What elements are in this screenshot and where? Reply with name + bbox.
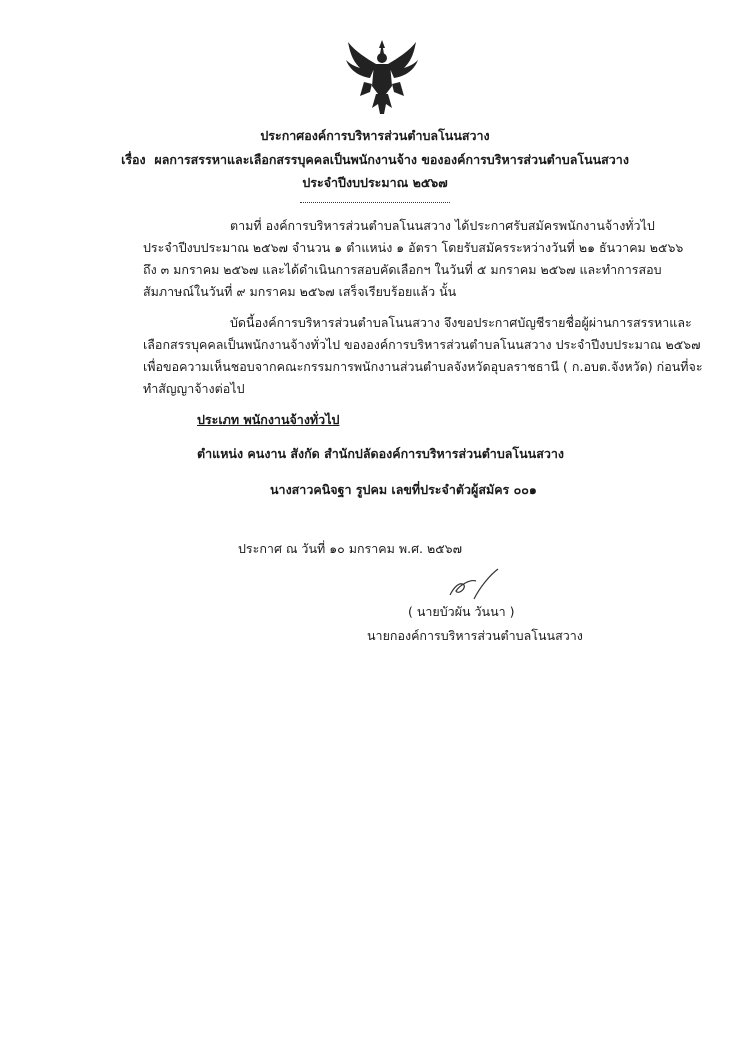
fiscal-year-title: ประจำปีงบประมาณ ๒๕๖๗ xyxy=(302,175,448,190)
organization-title: ประกาศองค์การบริหารส่วนตำบลโนนสวาง xyxy=(260,128,490,143)
candidate-line: นางสาวคนิจฐา รูปคม เลขที่ประจำตัวผู้สมัคร ๐๐๑ xyxy=(270,482,537,497)
signature-mark xyxy=(420,565,510,605)
para1-line-1: ตามที่ องค์การบริหารส่วนตำบลโนนสวาง ได้ประกาศรับสมัครพนักงานจ้างทั่วไป xyxy=(230,218,655,233)
para1-line-3: ถึง ๓ มกราคม ๒๕๖๗ และได้ดำเนินการสอบคัดเลือกฯ ในวันที่ ๕ มกราคม ๒๕๖๗ และทำการสอบ xyxy=(143,262,662,277)
para2-line-4: ทำสัญญาจ้างต่อไป xyxy=(143,381,245,396)
subject-line xyxy=(0,152,750,168)
para1-line-4: สัมภาษณ์ในวันที่ ๙ มกราคม ๒๕๖๗ เสร็จเรียบร้อยแล้ว นั้น xyxy=(143,284,457,299)
subject-text: ผลการสรรหาและเลือกสรรบุคคลเป็นพนักงานจ้าง ขององค์การบริหารส่วนตำบลโนนสวาง xyxy=(154,152,629,167)
position-line: ตำแหน่ง คนงาน สังกัด สำนักปลัดองค์การบริหารส่วนตำบลโนนสวาง xyxy=(197,446,564,461)
subject-label: เรื่อง xyxy=(121,152,146,167)
garuda-emblem-icon xyxy=(342,38,422,118)
signer-name: ( นายบัวผัน วันนา ) xyxy=(408,604,515,619)
announce-date: ประกาศ ณ วันที่ ๑๐ มกราคม พ.ศ. ๒๕๖๗ xyxy=(238,541,462,556)
dotted-divider xyxy=(300,202,450,203)
para2-line-1: บัดนี้องค์การบริหารส่วนตำบลโนนสวาง จึงขอประกาศบัญชีรายชื่อผู้ผ่านการสรรหาและ xyxy=(230,315,692,330)
para1-line-2: ประจำปีงบประมาณ ๒๕๖๗ จำนวน ๑ ตำแหน่ง ๑ อัตรา โดยรับสมัครระหว่างวันที่ ๒๑ ธันวาคม ๒๕๖๖ xyxy=(143,240,684,255)
signer-title: นายกองค์การบริหารส่วนตำบลโนนสวาง xyxy=(367,628,583,643)
para2-line-3: เพื่อขอความเห็นชอบจากคณะกรรมการพนักงานส่วนตำบลจังหวัดอุบลราชธานี ( ก.อบต.จังหวัด) ก่อนที่จะ xyxy=(143,359,703,374)
employment-category: ประเภท พนักงานจ้างทั่วไป xyxy=(197,412,340,427)
para2-line-2: เลือกสรรบุคคลเป็นพนักงานจ้างทั่วไป ขององค์การบริหารส่วนตำบลโนนสวาง ประจำปีงบประมาณ ๒๕๖๗ xyxy=(143,337,701,352)
